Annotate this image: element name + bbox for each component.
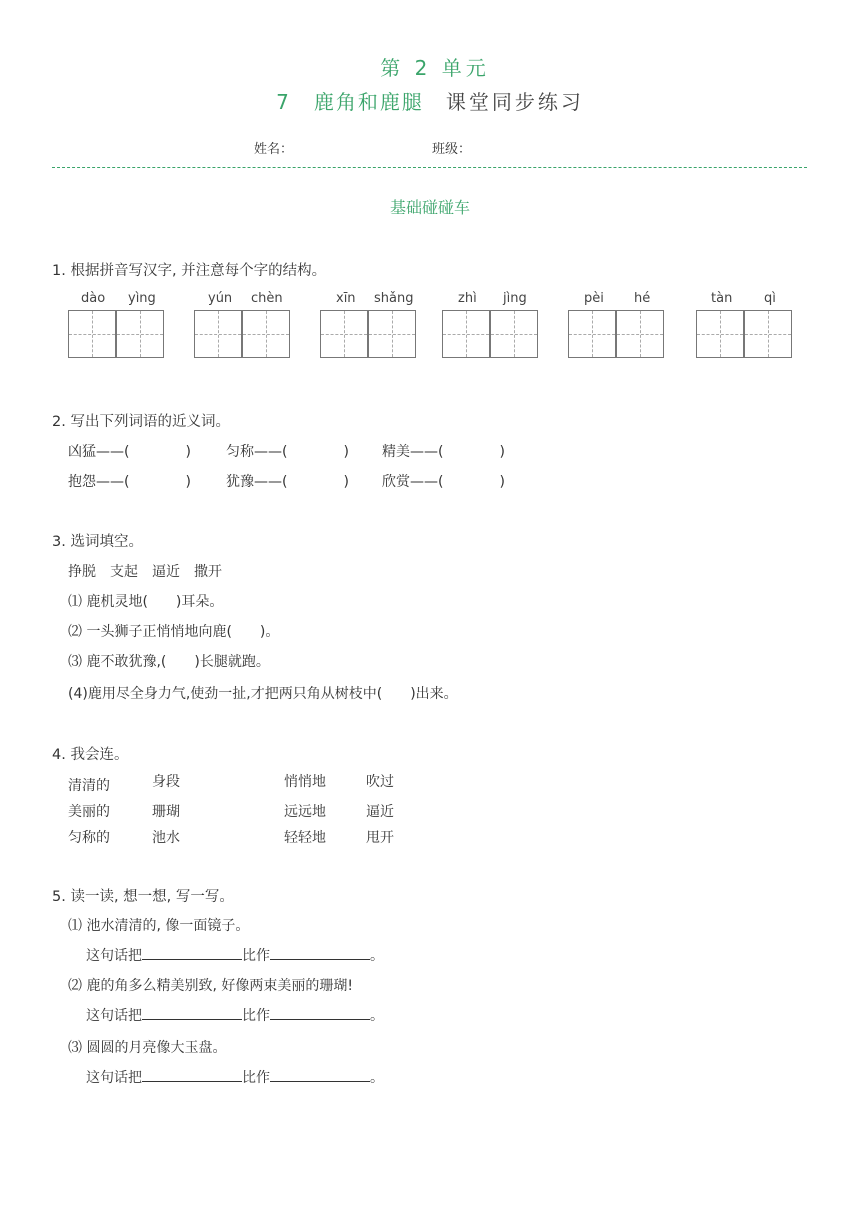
class-label: 班级：: [432, 142, 472, 157]
fill-mid: 比作: [242, 1008, 270, 1024]
sentence: ⑵ 鹿的角多么精美别致, 好像两束美丽的珊瑚!: [68, 978, 353, 994]
match-left: 悄悄地: [284, 774, 326, 790]
fill-mid: 比作: [242, 948, 270, 964]
match-left: 清清的: [68, 778, 110, 794]
lesson-subtitle: 课堂同步练习: [445, 90, 584, 114]
synonym-item: 犹豫——( ): [226, 474, 349, 490]
pinyin: tàn: [711, 291, 733, 306]
answer-blank[interactable]: [270, 945, 370, 960]
section-title: 基础碰碰车: [389, 198, 470, 217]
fill-end: 。: [370, 1070, 384, 1086]
name-label: 姓名：: [254, 142, 294, 157]
pinyin: yún: [208, 291, 233, 306]
fill-end: 。: [370, 948, 384, 964]
match-right: 逼近: [366, 804, 394, 820]
answer-blank[interactable]: [142, 1005, 242, 1020]
match-left: 匀称的: [68, 830, 110, 846]
writing-box[interactable]: [194, 310, 242, 358]
fill-item: (4)鹿用尽全身力气,使劲一扯,才把两只角从树枝中( )出来。: [68, 686, 458, 702]
match-left: 远远地: [284, 804, 326, 820]
match-right: 身段: [152, 774, 180, 790]
synonym-item: 匀称——( ): [226, 444, 349, 460]
lesson-title: [0, 86, 860, 115]
synonym-item: 精美——( ): [382, 444, 505, 460]
q5-prompt: 5. 读一读, 想一想, 写一写。: [52, 889, 234, 905]
pinyin: jìng: [503, 291, 527, 306]
match-right: 甩开: [366, 830, 394, 846]
writing-box[interactable]: [68, 310, 116, 358]
answer-blank[interactable]: [142, 1067, 242, 1082]
fill-item: ⑵ 一头狮子正悄悄地向鹿( )。: [68, 624, 280, 640]
writing-box[interactable]: [442, 310, 490, 358]
unit-title: 第 2 单元: [380, 56, 490, 80]
match-right: 吹过: [366, 774, 394, 790]
match-right: 珊瑚: [152, 804, 180, 820]
writing-box[interactable]: [490, 310, 538, 358]
pinyin: pèi: [584, 291, 604, 306]
q2-prompt: 2. 写出下列词语的近义词。: [52, 414, 230, 430]
pinyin: zhì: [458, 291, 477, 306]
fill-prefix: 这句话把: [86, 1070, 142, 1086]
header-divider: [52, 167, 807, 168]
fill-mid: 比作: [242, 1070, 270, 1086]
fill-line: [86, 1005, 384, 1025]
answer-blank[interactable]: [270, 1067, 370, 1082]
pinyin: hé: [634, 291, 651, 306]
fill-prefix: 这句话把: [86, 1008, 142, 1024]
writing-box[interactable]: [744, 310, 792, 358]
writing-box[interactable]: [116, 310, 164, 358]
lesson-name: 鹿角和鹿腿: [313, 90, 424, 114]
fill-item: ⑶ 鹿不敢犹豫,( )长腿就跑。: [68, 654, 270, 670]
pinyin: xīn: [336, 291, 356, 306]
sentence: ⑶ 圆圆的月亮像大玉盘。: [68, 1040, 227, 1056]
writing-box[interactable]: [616, 310, 664, 358]
answer-blank[interactable]: [142, 945, 242, 960]
q1-prompt: 1. 根据拼音写汉字, 并注意每个字的结构。: [52, 263, 327, 279]
q4-prompt: 4. 我会连。: [52, 747, 129, 763]
word-bank: 挣脱 支起 逼近 撒开: [68, 564, 222, 580]
writing-box[interactable]: [696, 310, 744, 358]
match-left: 美丽的: [68, 804, 110, 820]
pinyin: qì: [764, 291, 776, 306]
synonym-item: 凶猛——( ): [68, 444, 191, 460]
writing-box[interactable]: [368, 310, 416, 358]
fill-item: ⑴ 鹿机灵地( )耳朵。: [68, 594, 224, 610]
synonym-item: 欣赏——( ): [382, 474, 505, 490]
pinyin: dào: [81, 291, 106, 306]
pinyin: yìng: [128, 291, 156, 306]
pinyin: shǎng: [374, 291, 414, 306]
pinyin: chèn: [251, 291, 283, 306]
answer-blank[interactable]: [270, 1005, 370, 1020]
match-left: 轻轻地: [284, 830, 326, 846]
lesson-number: 7: [276, 90, 292, 114]
writing-box[interactable]: [568, 310, 616, 358]
fill-line: [86, 945, 384, 965]
writing-box[interactable]: [320, 310, 368, 358]
fill-prefix: 这句话把: [86, 948, 142, 964]
q3-prompt: 3. 选词填空。: [52, 534, 143, 550]
fill-line: [86, 1067, 384, 1087]
sentence: ⑴ 池水清清的, 像一面镜子。: [68, 918, 250, 934]
match-right: 池水: [152, 830, 180, 846]
synonym-item: 抱怨——( ): [68, 474, 191, 490]
writing-box[interactable]: [242, 310, 290, 358]
fill-end: 。: [370, 1008, 384, 1024]
